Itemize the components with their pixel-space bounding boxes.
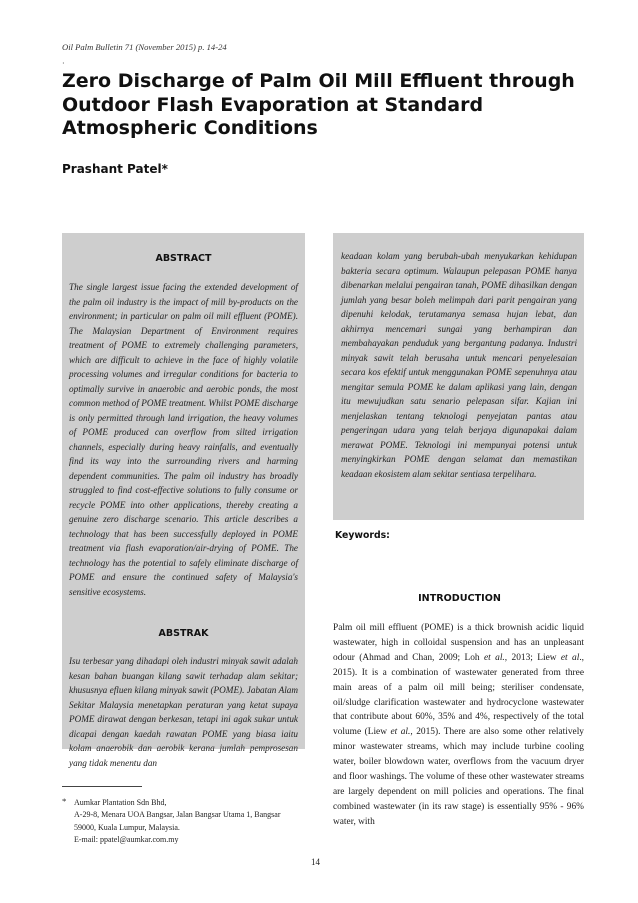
abstract-heading: ABSTRACT xyxy=(155,253,212,264)
footnote-affiliation xyxy=(74,797,310,847)
footnote-line: A-29-8, Menara UOA Bangsar, Jalan Bangsar Utama 1, Bangsar xyxy=(74,810,281,820)
footnote-marker: * xyxy=(62,796,67,806)
intro-text-part: , 2013; Liew xyxy=(504,652,561,663)
article-title: Zero Discharge of Palm Oil Mill Effluent through Outdoor Flash Evaporation at Standard Atmospheric Conditions xyxy=(62,70,575,139)
footnote-line: 59000, Kuala Lumpur, Malaysia. xyxy=(74,822,180,832)
intro-text-part: Palm oil mill effluent (POME) is a thick brownish acidic liquid wastewater, high in colloidal suspension and has an unpleasant odour (Ahmad and Chan, 2009; Loh xyxy=(333,623,584,663)
abstrak-continued-box xyxy=(333,233,584,520)
intro-etal: et al. xyxy=(390,727,411,738)
footnote-line: Aumkar Plantation Sdn Bhd, xyxy=(74,798,167,807)
abstrak-heading: ABSTRAK xyxy=(158,628,209,639)
abstract-box xyxy=(62,233,305,768)
introduction-text xyxy=(333,621,584,830)
intro-text-part: , 2015). There are also some other relatively minor wastewater streams, which may include turbine cooling water, boiler blowdown water, overflows from the vacuum dryer and floor washings. The volume of these other wastewater streams are largely dependent on mill policies and operations. The final combined wastewater (in its raw stage) is essentially 95% - 96% water, with xyxy=(333,727,584,827)
introduction-heading: INTRODUCTION xyxy=(418,593,501,604)
abstrak-text: Isu terbesar yang dihadapi oleh industri minyak sawit adalah kesan bahan buangan kilang sawit terhadap alam sekitar; khususnya efluen kilang minyak sawit (POME). Jabatan Alam Sekitar Malaysia menetapkan peraturan yang ketat supaya POME dirawat dengan berkesan, tetapi ini agak sukar untuk dicapai dengan kaedah rawatan POME yang biasa iaitu kolam anaerobik dan aerobik kerana jumlah pemprosesan yang tidak menentu dan xyxy=(69,656,298,768)
page-number: 14 xyxy=(311,857,320,867)
running-head: Oil Palm Bulletin 71 (November 2015) p. 14-24 xyxy=(62,42,227,52)
intro-etal: et al xyxy=(560,652,580,663)
abstract-text: The single largest issue facing the extended development of the palm oil industry is the impact of mill by-products on the environment; in particular on palm oil mill effluent (POME). The Malaysian Department of Environment requires treatment of POME to extremely challenging parameters, which are difficult to achieve in the face of highly volatile processing volumes and irregular conditions for bacteria to optimally survive in anaerobic and aerobic ponds, the most common method of POME treatment. Whilst POME discharge is only permitted through land irrigation, the heavy volumes of POME produced can overflow from silted irrigation channels, especially during heavy rainfalls, and eventually find its way into the surrounding rivers and harming dependent communities. The palm oil industry has broadly struggled to find cost-effective solutions to fully consume or recycle POME into other applications, thereby creating a genuine zero discharge scenario. This article describes a technology that has been successfully deployed in POME treatment via flash evaporation/air-drying of POME. The technology has the potential to safely eliminate discharge of POME and ensure the continued safety of Malaysia's sensitive ecosystems. xyxy=(69,282,298,597)
author-name: Prashant Patel* xyxy=(62,162,168,176)
abstrak-continued-text: keadaan kolam yang berubah-ubah menyukarkan kehidupan bakteria secara optimum. Walaupun pelepasan POME hanya dibenarkan melalui pengairan tanah, POME dihasilkan dengan jumlah yang besar boleh melimpah dari parit pengairan yang dipenuhi kelodak, terutamanya semasa hujan lebat, dan akhirnya mencemari sungai yang berhampiran dan membahayakan penduduk yang bergantung padanya. Industri minyak sawit telah berusaha untuk mencari penyelesaian secara kos efektif untuk menggunakan POME sepenuhnya atau mengitar semula POME ke dalam aplikasi yang lain, dengan itu mewujudkan satu senario pelepasan sifar. Kajian ini menjelaskan tentang teknologi penyejatan pantas atau pengeringan udara yang telah berjaya digunapakai dalam merawat POME. Teknologi ini mempunyai potensi untuk menyingkirkan POME dengan selamat dan memastikan keadaan ekosistem alam sekitar sentiasa terpelihara. xyxy=(341,251,577,479)
footnote-rule xyxy=(62,786,142,787)
intro-etal: et al. xyxy=(484,652,505,663)
keywords-label: Keywords: xyxy=(335,530,390,541)
intro-text-part: ., 2015). It is a combination of wastewater generated from three main areas of a palm oil mill being; steriliser condensate, oil/sludge clarification wastewater and hydrocyclone wastewater that contribute about 60%, 35% and 4%, respectively of the total volume (Liew xyxy=(333,652,585,738)
header-mark: · xyxy=(62,59,65,68)
footnote-email[interactable]: E-mail: ppatel@aumkar.com.my xyxy=(74,835,179,845)
